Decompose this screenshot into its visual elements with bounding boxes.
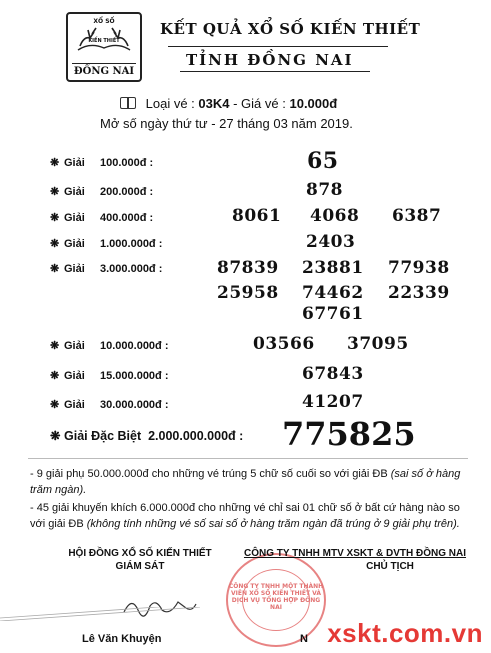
prize-number: 03566 [253, 334, 315, 354]
note-line-1: - 9 giải phụ 50.000.000đ cho những vé trúng 5 chữ số cuối so với giải ĐB (sai số ở hàng trăm ngàn). [30, 468, 461, 496]
prize-number: 4068 [310, 206, 360, 226]
prize-number: 77938 [388, 258, 450, 278]
asterisk-icon: ❋ [50, 370, 60, 382]
prize-number: 23881 [302, 258, 364, 278]
chairman-role: CHỦ TỊCH [366, 561, 414, 572]
chairman-name: N [300, 633, 308, 645]
prize-number: 8061 [232, 206, 282, 226]
asterisk-icon: ❋ [50, 212, 60, 224]
prize-row-label: ❋ Giải 200.000đ : [50, 186, 154, 198]
prize-number: 25958 [217, 283, 279, 303]
prize-number: 41207 [302, 392, 364, 412]
prize-number: 37095 [347, 334, 409, 354]
logo-bottom-text: ĐỒNG NAI [72, 63, 136, 77]
company-name: CÔNG TY TNHH MTV XSKT & DVTH ĐỒNG NAI [243, 548, 467, 559]
prize-number: 67761 [302, 304, 364, 324]
divider [28, 458, 468, 459]
asterisk-icon: ❋ [50, 263, 60, 275]
ticket-price-value: 10.000đ [289, 96, 338, 111]
ticket-type-value: 03K4 [198, 96, 230, 111]
prize-number: 6387 [392, 206, 442, 226]
book-icon [120, 97, 136, 109]
asterisk-icon: ❋ [50, 238, 60, 250]
prize-row-label: ❋ Giải 1.000.000đ : [50, 238, 163, 250]
prize-number: 87839 [217, 258, 279, 278]
stamp-text: CÔNG TY TNHH MỘT THÀNH VIÊN XỔ SỐ KIẾN THIẾT VÀ DỊCH VỤ TỔNG HỢP ĐỒNG NAI [228, 583, 324, 611]
prize-row-label: ❋ Giải 15.000.000đ : [50, 370, 169, 382]
note-line-2: - 45 giải khuyến khích 6.000.000đ cho những vé chỉ sai 01 chữ số ở bất cứ hàng nào so với giải ĐB (không tính những vé số sai số ở hàng trăm ngàn đã trúng ở 9 giải phụ trên). [30, 502, 460, 530]
asterisk-icon: ❋ [50, 186, 60, 198]
title-rule [168, 46, 388, 47]
site-watermark: xskt.com.vn [327, 618, 483, 648]
chairman-block [240, 547, 470, 573]
asterisk-icon: ❋ [50, 157, 60, 169]
ticket-price-label: - Giá vé : [233, 96, 286, 111]
dong-nai-logo [66, 12, 142, 82]
prize-row-label: ❋ Giải 30.000.000đ : [50, 399, 169, 411]
prize-row-label: ❋ Giải 100.000đ : [50, 157, 154, 169]
logo-mid-text: KIẾN THIẾT [88, 38, 120, 44]
supervisor-org: HỘI ĐỒNG XỔ SỐ KIẾN THIẾT [68, 548, 212, 559]
prize-number: 74462 [302, 283, 364, 303]
prize-row-label: ❋ Giải 10.000.000đ : [50, 340, 169, 352]
prize-row-label: ❋ Giải 400.000đ : [50, 212, 154, 224]
ticket-info [120, 96, 337, 111]
asterisk-icon: ❋ [50, 429, 61, 443]
prize-number: 65 [307, 148, 339, 174]
supervisor-block [55, 547, 225, 573]
prize-number: 67843 [302, 364, 364, 384]
supervisor-role: GIÁM SÁT [115, 561, 165, 572]
prize-number: 22339 [388, 283, 450, 303]
prize-number: 2403 [306, 232, 356, 252]
province-rule [180, 71, 370, 72]
scan-lines [0, 606, 200, 620]
supervisor-name: Lê Văn Khuyện [82, 633, 162, 645]
prize-notes [30, 466, 470, 532]
special-prize-label: ❋ Giải Đặc Biệt 2.000.000.000đ : [50, 429, 244, 443]
province-title: TỈNH ĐỒNG NAI [186, 51, 354, 69]
asterisk-icon: ❋ [50, 399, 60, 411]
logo-top-text: XỔ SỐ [93, 18, 115, 25]
page-title: KẾT QUẢ XỔ SỐ KIẾN THIẾT [160, 20, 421, 38]
prize-row-label: ❋ Giải 3.000.000đ : [50, 263, 163, 275]
special-prize-number: 775825 [282, 415, 416, 453]
draw-date: Mở số ngày thứ tư - 27 tháng 03 năm 2019. [100, 116, 353, 131]
prize-number: 878 [306, 180, 343, 200]
asterisk-icon: ❋ [50, 340, 60, 352]
ticket-type-label: Loại vé : [145, 96, 195, 111]
